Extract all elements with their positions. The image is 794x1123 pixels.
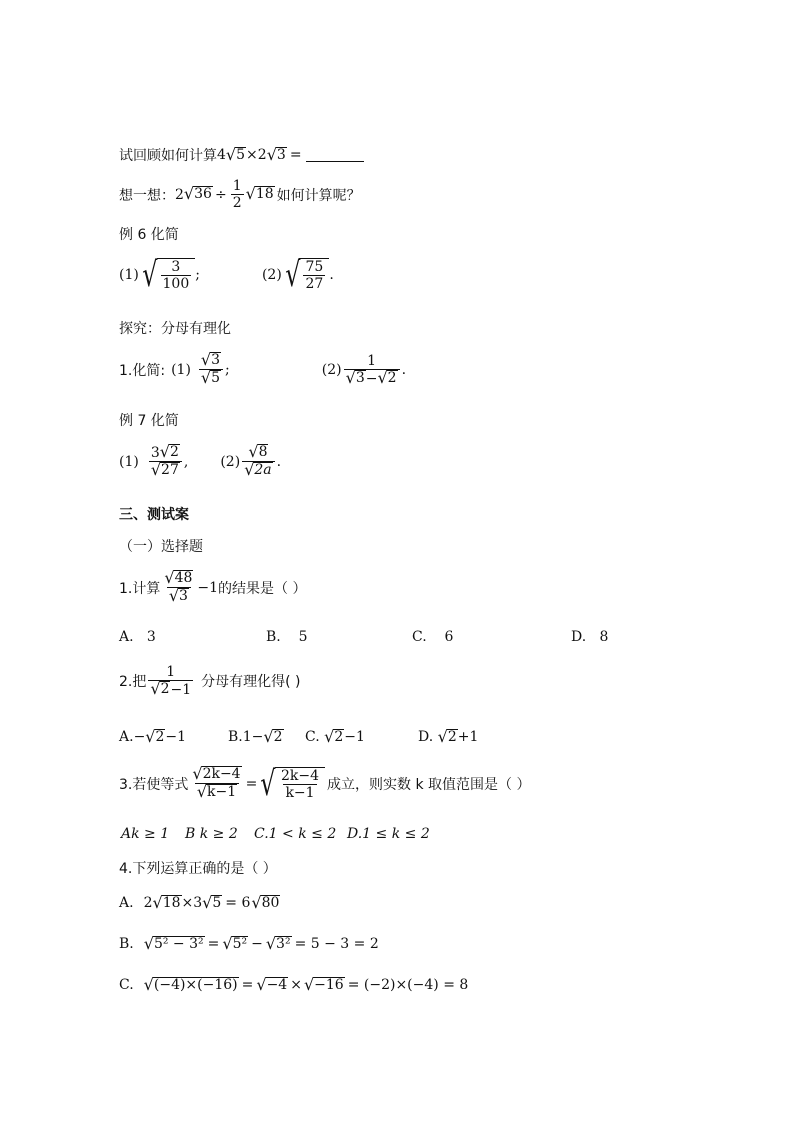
- fraction: √ 48 √ 3: [164, 568, 193, 606]
- explore-title: 探究：分母有理化: [119, 321, 231, 337]
- q2-option-a[interactable]: A. − √ 2 −1: [119, 727, 187, 746]
- example-7-title: 例 7 化简: [119, 413, 179, 429]
- answer-blank[interactable]: [306, 149, 364, 162]
- fraction: 1 √ 3 − √ 2: [344, 353, 400, 387]
- q4-option-c[interactable]: C. √ (−4)×(−16) = √ −4 × √ −16 = (−2)×(−4) = 8: [119, 975, 469, 994]
- example-7-parts: (1) 3 √ 2 √ 27 , (2) √ 8 √ 2a .: [119, 442, 282, 480]
- fraction: 3 √ 2 √ 27: [149, 444, 182, 479]
- q2-option-b[interactable]: B. 1− √ 2: [228, 727, 283, 746]
- q3-option-d[interactable]: D.1 ≤ k ≤ 2: [347, 826, 430, 842]
- question-1: 1.计算 √ 48 √ 3 −1 的结果是（ ）: [119, 568, 307, 606]
- fraction: √ 3 √ 5: [199, 352, 223, 387]
- fraction: √ 2k−4 √ k−1: [192, 764, 241, 802]
- think-question: 想一想： 2 √ 36 ÷ $\frac{1}{2}$ √ 18 如何计算呢？: [119, 178, 361, 212]
- q2-option-c[interactable]: C. √ 2 −1: [305, 727, 365, 746]
- question-2: 2.把 1 √ 2 −1 分母有理化得( ): [119, 664, 301, 699]
- radical: √ 5: [225, 144, 246, 164]
- q3-option-a[interactable]: Ak ≥ 1: [121, 826, 170, 842]
- subsection-choice-title: （一）选择题: [119, 539, 203, 555]
- q3-option-c[interactable]: C.1 < k ≤ 2: [254, 826, 337, 842]
- radical: √ 36: [183, 184, 212, 204]
- question-3: 3.若使等式 √ 2k−4 √ k−1 = √ $\frac{2k-4}{k-1}$ 成立，则实数 k 取值范围是（ ）: [119, 763, 531, 804]
- section-3-title: 三、测试案: [119, 507, 189, 523]
- example-6-parts: (1) √ $\frac{3}{100}$ ; (2) √ $\frac{75}{27}$ .: [119, 255, 334, 296]
- q4-option-b[interactable]: B. √ 5² − 3² = √ 5² − √ 3² = 5 − 3 = 2: [119, 934, 379, 953]
- q2-option-d[interactable]: D. √ 2 +1: [418, 727, 479, 746]
- question-4: 4.下列运算正确的是（ ）: [119, 861, 277, 877]
- q1-option-b[interactable]: B. 5: [266, 629, 308, 645]
- fraction: $\frac{1}{2}$: [232, 178, 242, 212]
- q1-option-d[interactable]: D. 8: [571, 629, 609, 645]
- fraction: 1 √ 2 −1: [150, 664, 192, 699]
- q3-option-b[interactable]: B k ≥ 2: [185, 826, 238, 842]
- radical: √ 18: [245, 184, 274, 204]
- recall-question: 试回顾如何计算 4 √ 5 ×2 √ 3 =: [119, 145, 364, 165]
- radical: √ 3: [266, 144, 286, 164]
- q4-option-a[interactable]: A. 2 √ 18 ×3 √ 5 = 6 √ 80: [119, 893, 280, 912]
- example-6-title: 例 6 化简: [119, 227, 179, 243]
- radical-fraction: √ $\frac{2k-4}{k-1}$: [257, 767, 325, 801]
- radical-fraction: √ $\frac{75}{27}$: [282, 258, 330, 292]
- q1-option-c[interactable]: C. 6: [412, 629, 454, 645]
- fraction: √ 8 √ 2a: [242, 444, 274, 479]
- q1-option-a[interactable]: A. 3: [119, 629, 156, 645]
- radical-fraction: √ $\frac{3}{100}$: [139, 258, 195, 292]
- exercise-1: 1.化简: (1) √ 3 √ 5 ; (2) 1 √ 3 − √ 2 .: [119, 350, 407, 388]
